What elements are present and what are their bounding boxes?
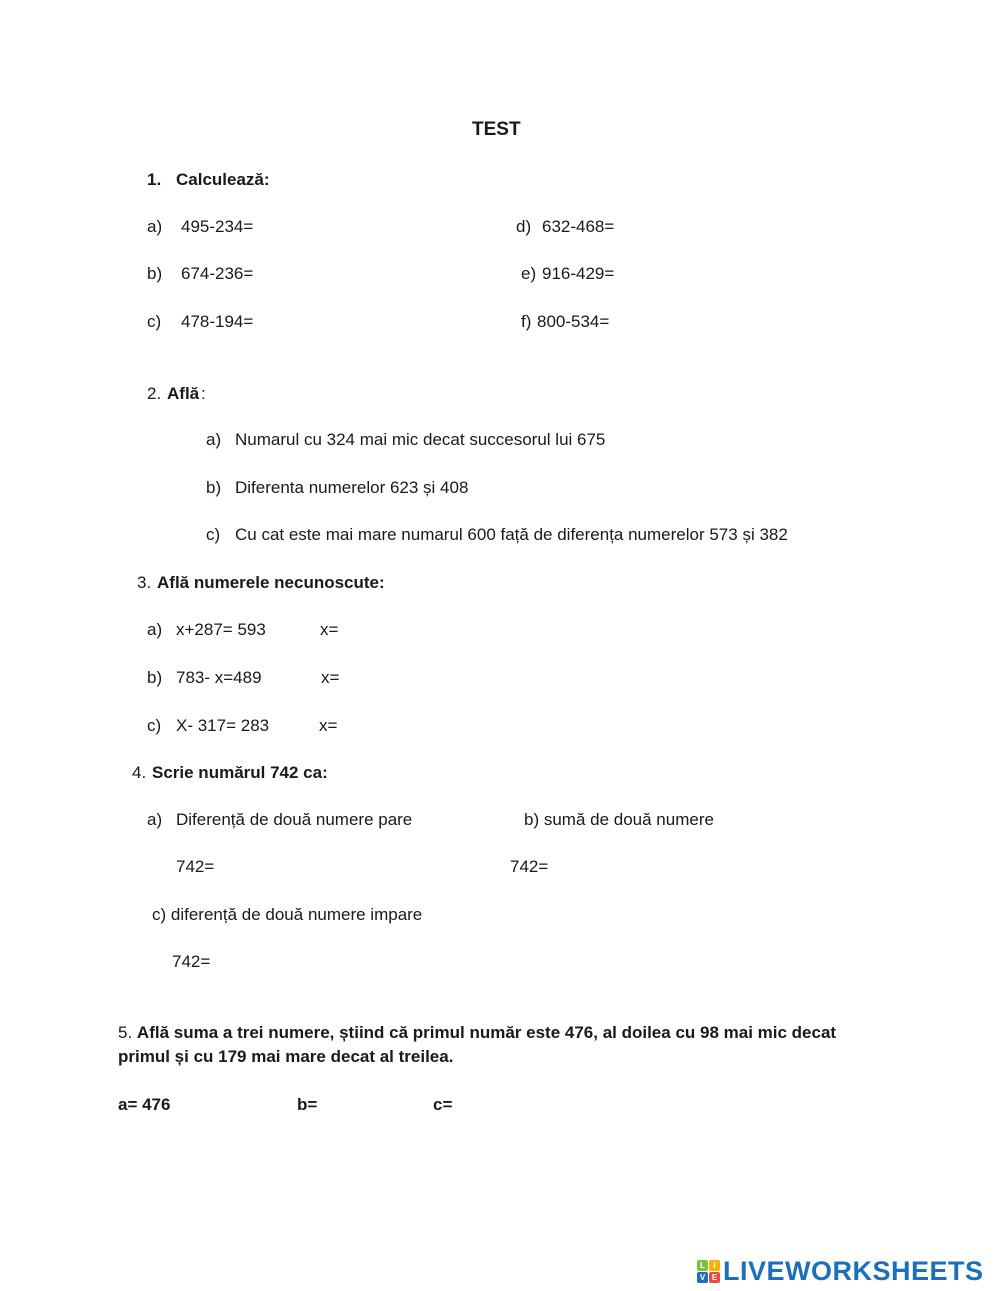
q5-c: c= [433,1095,453,1114]
q2-item-c-text: Cu cat este mai mare numarul 600 față de diferența numerelor 573 și 382 [235,525,788,544]
logo-icon-e: E [709,1272,720,1283]
q4-item-b-text: b) sumă de două numere [524,810,714,829]
q2-item-a-text: Numarul cu 324 mai mic decat succesorul lui 675 [235,430,606,449]
q4-item-b-answer: 742= [510,857,549,876]
q1-item-c-expr: 478-194= [181,312,254,331]
q1-item-e-label: e) [521,264,537,283]
q3-item-b-equation: 783- x=489 [176,668,262,687]
q2-heading: Află [167,384,200,403]
q3-item-c-answer: x= [319,716,338,735]
q4-item-c-answer: 742= [172,952,211,971]
q4-number: 4. [132,763,147,782]
q1-item-d-expr: 632-468= [542,217,615,236]
q1-item-b-expr: 674-236= [181,264,254,283]
q4-item-c-text: c) diferență de două numere impare [152,905,423,924]
q5-number: 5. [118,1023,133,1042]
logo-icon-v: V [697,1272,708,1283]
q3-item-b-answer: x= [321,668,340,687]
q3-number: 3. [137,573,152,592]
q3-item-a-equation: x+287= 593 [176,620,266,639]
q2-number: 2. [147,384,162,403]
logo-icon-l: L [697,1260,708,1271]
q2-item-b-label: b) [206,478,222,497]
q1-item-e-expr: 916-429= [542,264,615,283]
q1-item-a-label: a) [147,217,163,236]
q4-item-a-text: Diferență de două numere pare [176,810,413,829]
q2-item-c-label: c) [206,525,221,544]
liveworksheets-logo-icon [697,1260,720,1283]
q5-text: Află suma a trei numere, știind că primul număr este 476, al doilea cu 98 mai mic decat primul și cu 179 mai mare decat al treilea. [118,1023,837,1066]
q1-item-b-label: b) [147,264,163,283]
q5-problem [118,1021,888,1069]
q1-item-c-label: c) [147,312,162,331]
q1-item-a-expr: 495-234= [181,217,254,236]
logo-text: LIVEWORKSHEETS [723,1255,984,1286]
q1-number: 1. [147,170,162,189]
page-title: TEST [472,119,521,140]
q2-item-a-label: a) [206,430,222,449]
q3-heading: Află numerele necunoscute: [157,573,385,592]
q3-item-c-equation: X- 317= 283 [176,716,270,735]
q1-heading: Calculează: [176,170,270,189]
q5-a: a= 476 [118,1095,171,1114]
q2-colon: : [201,384,206,403]
liveworksheets-logo [697,1256,984,1286]
logo-icon-i: I [709,1260,720,1271]
q1-item-f-label: f) [521,312,532,331]
q5-b: b= [297,1095,318,1114]
q4-heading: Scrie numărul 742 ca: [152,763,328,782]
q3-item-c-label: c) [147,716,162,735]
q1-item-d-label: d) [516,217,532,236]
q3-item-a-label: a) [147,620,163,639]
q4-item-a-label: a) [147,810,163,829]
q3-item-a-answer: x= [320,620,339,639]
q2-item-b-text: Diferenta numerelor 623 și 408 [235,478,469,497]
q1-item-f-expr: 800-534= [537,312,610,331]
q3-item-b-label: b) [147,668,163,687]
q4-item-a-answer: 742= [176,857,215,876]
